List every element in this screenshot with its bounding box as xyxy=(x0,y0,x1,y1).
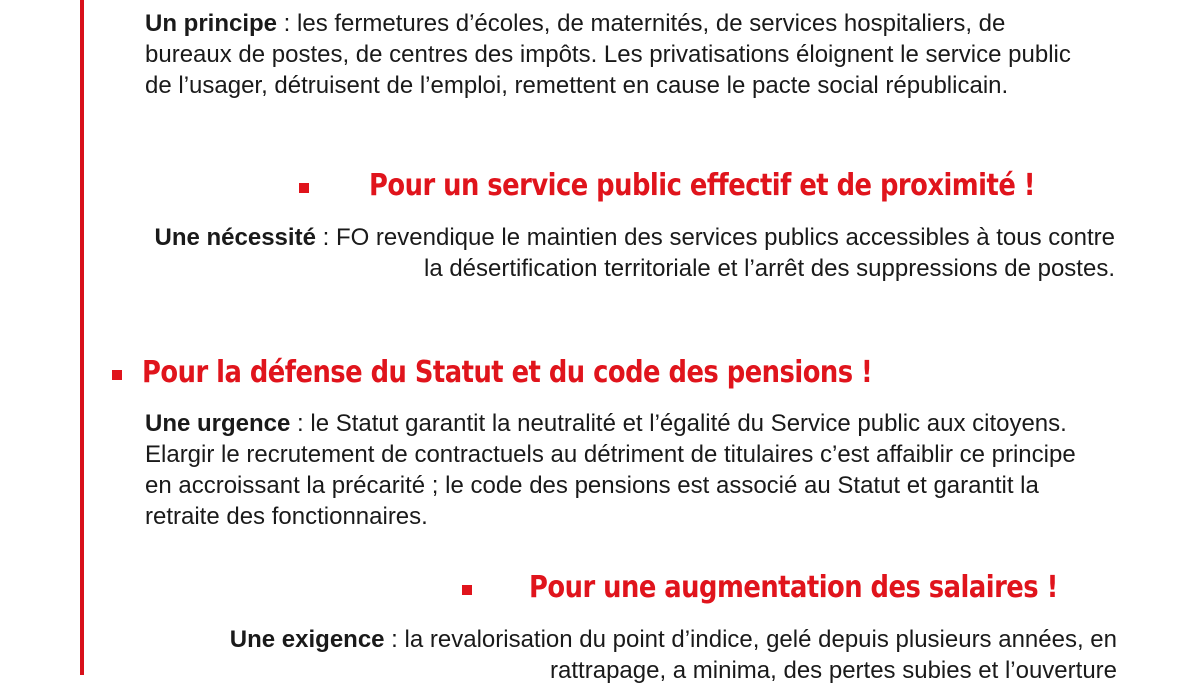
bullet-icon xyxy=(299,183,309,193)
paragraph-text: le Statut garantit la neutralité et l’égalité du Service public aux citoyens. Elargir le recrutement de contractuels au détriment de titulaires c’est affaiblir ce principe en accroissant la précarité ; le code des pensions est associé au Statut et garantit la retraite des fonctionnaires. xyxy=(145,410,1076,530)
paragraph-text: la revalorisation du point d’indice, gelé depuis plusieurs années, en rattrapage, a minima, des pertes subies et l’ouverture xyxy=(404,626,1117,684)
section-principe xyxy=(145,8,1075,101)
heading-service-public: Pour un service public effectif et de proximité ! xyxy=(369,168,1036,203)
paragraph-exigence xyxy=(172,624,1117,686)
paragraph-principe xyxy=(145,8,1075,101)
separator: : xyxy=(277,10,298,37)
lead-term: Un principe xyxy=(145,10,278,37)
lead-term: Une nécessité xyxy=(154,224,316,251)
separator: : xyxy=(315,224,336,251)
paragraph-text: les fermetures d’écoles, de maternités, de services hospitaliers, de bureaux de postes, de centres des impôts. Les privatisations éloignent le service public de l’usager, détruisent de l’emploi, remettent en cause le pacte social républicain. xyxy=(145,10,1071,99)
paragraph-text: FO revendique le maintien des services publics accessibles à tous contre la désertification territoriale et l’arrêt des suppressions de postes. xyxy=(335,224,1115,282)
lead-term: Une urgence xyxy=(145,410,291,437)
heading-statut: Pour la défense du Statut et du code des pensions ! xyxy=(142,355,873,390)
paragraph-necessite xyxy=(150,222,1115,284)
bullet-icon xyxy=(112,370,122,380)
paragraph-urgence xyxy=(145,408,1095,532)
separator: : xyxy=(384,626,405,653)
bullet-icon xyxy=(462,585,472,595)
left-margin-rule xyxy=(80,0,84,675)
section-urgence xyxy=(145,408,1095,532)
section-necessite xyxy=(150,222,1115,284)
heading-salaires: Pour une augmentation des salaires ! xyxy=(529,570,1058,605)
separator: : xyxy=(290,410,311,437)
lead-term: Une exigence xyxy=(229,626,385,653)
section-exigence xyxy=(172,624,1117,686)
